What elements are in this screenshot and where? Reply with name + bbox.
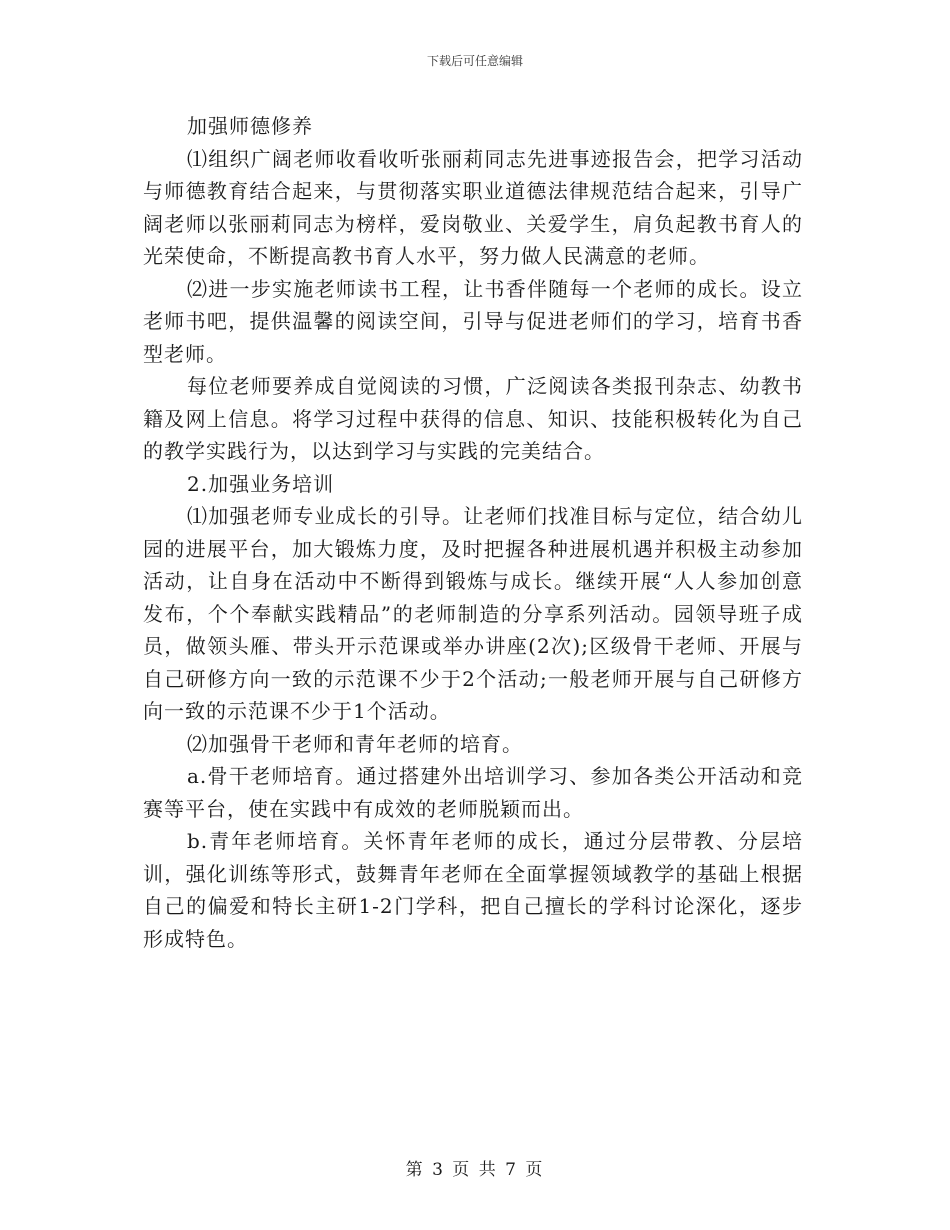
paragraph-training-b: b.青年老师培育。关怀青年老师的成长，通过分层带教、分层培训，强化训练等形式，鼓舞青年老师在全面掌握领域教学的基础上根据自己的偏爱和特长主研1-2门学科，把自己擅长的学科讨论深化，逐步形成特色。 bbox=[143, 829, 803, 951]
paragraph-training-1: ⑴加强老师专业成长的引导。让老师们找准目标与定位，结合幼儿园的进展平台，加大锻炼力度，及时把握各种进展机遇并积极主动参加活动，让自身在活动中不断得到锻炼与成长。继续开展“人人参加创意发布，个个奉献实践精品”的老师制造的分享系列活动。园领导班子成员，做领头雁、带头开示范课或举办讲座(2次);区级骨干老师、开展与自己研修方向一致的示范课不少于2个活动;一般老师开展与自己研修方向一致的示范课不少于1个活动。 bbox=[143, 504, 803, 723]
paragraph-ethics-1: ⑴组织广阔老师收看收听张丽莉同志先进事迹报告会，把学习活动与师德教育结合起来，与贯彻落实职业道德法律规范结合起来，引导广阔老师以张丽莉同志为榜样，爱岗敬业、关爱学生，肩负起教书育人的光荣使命，不断提高教书育人水平，努力做人民满意的老师。 bbox=[143, 146, 803, 268]
section-heading-ethics: 加强师德修养 bbox=[187, 114, 313, 138]
paragraph-training-a: a.骨干老师培育。通过搭建外出培训学习、参加各类公开活动和竞赛等平台，使在实践中有成效的老师脱颖而出。 bbox=[143, 764, 803, 821]
section-heading-training: 2.加强业务培训 bbox=[187, 471, 335, 496]
header-note: 下载后可任意编辑 bbox=[426, 54, 523, 68]
paragraph-ethics-2: ⑵进一步实施老师读书工程，让书香伴随每一个老师的成长。设立老师书吧，提供温馨的阅读空间，引导与促进老师们的学习，培育书香型老师。 bbox=[143, 276, 803, 366]
paragraph-reading: 每位老师要养成自觉阅读的习惯，广泛阅读各类报刊杂志、幼教书籍及网上信息。将学习过程中获得的信息、知识、技能积极转化为自己的教学实践行为，以达到学习与实践的完美结合。 bbox=[143, 374, 803, 463]
document-body bbox=[143, 110, 803, 955]
paragraph-training-2: ⑵加强骨干老师和青年老师的培育。 bbox=[187, 731, 523, 756]
page-number-footer: 第 3 页 共 7 页 bbox=[405, 1160, 545, 1180]
